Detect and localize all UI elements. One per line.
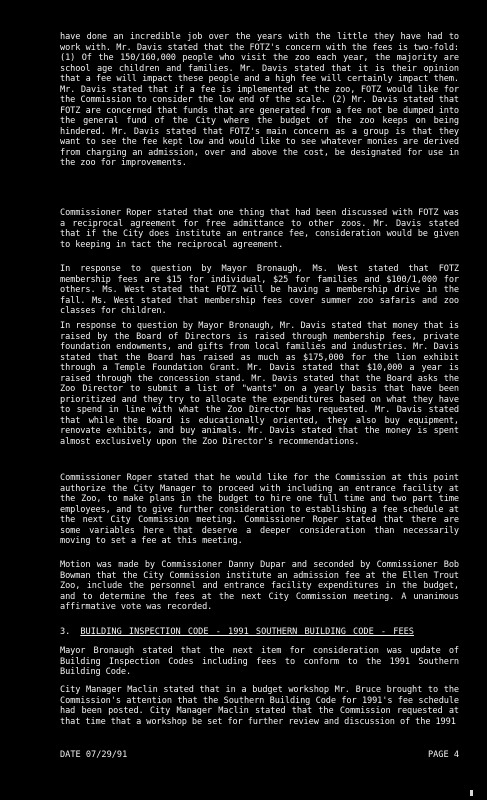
page-footer: [60, 750, 459, 761]
footer-date: DATE 07/29/91: [60, 750, 128, 760]
item-title: BUILDING INSPECTION CODE - 1991 SOUTHERN BUILDING CODE - FEES: [80, 627, 414, 637]
footer-page-number: PAGE 4: [427, 750, 459, 760]
agenda-item-heading: [60, 627, 459, 638]
paragraph-membership-fees: In response to question by Mayor Bronaugh, Ms. West stated that FOTZ membership fees are $15 for individual, $25 for families and $100/1,000 for others. Ms. West stated that FOTZ will be having a membership drive in the fall. Ms. West stated that membership fees cover summer zoo safaris and zoo classes for children.: [60, 264, 459, 316]
paragraph-board-funding: In response to question by Mayor Bronaugh, Mr. Davis stated that money that is raised by the Board of Directors is raised through membership fees, private foundation endowments, and gifts from local families and industries. Mr. Davis stated that the Board has raised as much as $175,000 for the lion exhibit through a Temple Foundation Grant. Mr. Davis stated that $10,000 a year is raised through the concession stand. Mr. Davis stated that the Board asks the Zoo Director to submit a list of "wants" on a yearly basis that have been prioritized and they try to allocate the expenditures based on what they have to spend in line with what the Zoo Director has requested. Mr. Davis stated that while the Board is educationally oriented, they also buy equipment, renovate exhibits, and buy animals. Mr. Davis stated that the money is spent almost exclusively upon the Zoo Director's recommendations.: [60, 321, 459, 447]
scan-edge-mark: [470, 790, 473, 796]
paragraph-fotz-concerns: have done an incredible job over the years with the little they have had to work with. Mr. Davis stated that the FOTZ's concern with the fees is two-fold: (1) Of the 150/160,000 people who visit the zoo each year, the majority are school age children and families. Mr. Davis stated that it is their opinion that a fee will impact these people and a high fee will certainly impact them. Mr. Davis stated that if a fee is implemented at the zoo, FOTZ would like for the Commission to consider the low end of the scale. (2) Mr. Davis stated that FOTZ are concerned that funds that are generated from a fee not be dumped into the general fund of the City where the budget of the zoo keeps on being hindered. Mr. Davis stated that FOTZ's main concern as a group is that they want to see the fee kept low and would like to see whatever monies are derived from charging an admission, over and above the cost, be designated for use in the zoo for improvements.: [60, 32, 459, 168]
paragraph-reciprocal-agreement: Commissioner Roper stated that one thing that had been discussed with FOTZ was a reciprocal agreement for free admittance to other zoos. Mr. Davis stated that if the City does institute an entrance fee, consideration would be given to keeping in tact the reciprocal agreement.: [60, 208, 459, 250]
paragraph-motion: Motion was made by Commissioner Danny Dupar and seconded by Commissioner Bob Bowman that the City Commission institute an admission fee at the Ellen Trout Zoo, include the personnel and entrance facility expenditures in the budget, and to determine the fees at the next City Commission meeting. A unanimous affirmative vote was recorded.: [60, 560, 459, 612]
item-number: 3.: [60, 627, 71, 637]
paragraph-mayor-next-item: Mayor Bronaugh stated that the next item for consideration was update of Building Inspection Codes including fees to conform to the 1991 Southern Building Code.: [60, 646, 459, 677]
paragraph-city-manager: City Manager Maclin stated that in a budget workshop Mr. Bruce brought to the Commission's attention that the Southern Building Code for 1991's fee schedule had been posted. City Manager Maclin stated that the Commission requested at that time that a workshop be set for further review and discussion of the 1991: [60, 685, 459, 727]
paragraph-roper-proposal: Commissioner Roper stated that he would like for the Commission at this point authorize the City Manager to proceed with including an entrance facility at the Zoo, to make plans in the budget to hire one full time and two part time employees, and to give further consideration to establishing a fee schedule at the next City Commission meeting. Commissioner Roper stated that there are some variables here that deserve a deeper consideration than necessarily moving to set a fee at this meeting.: [60, 473, 459, 546]
